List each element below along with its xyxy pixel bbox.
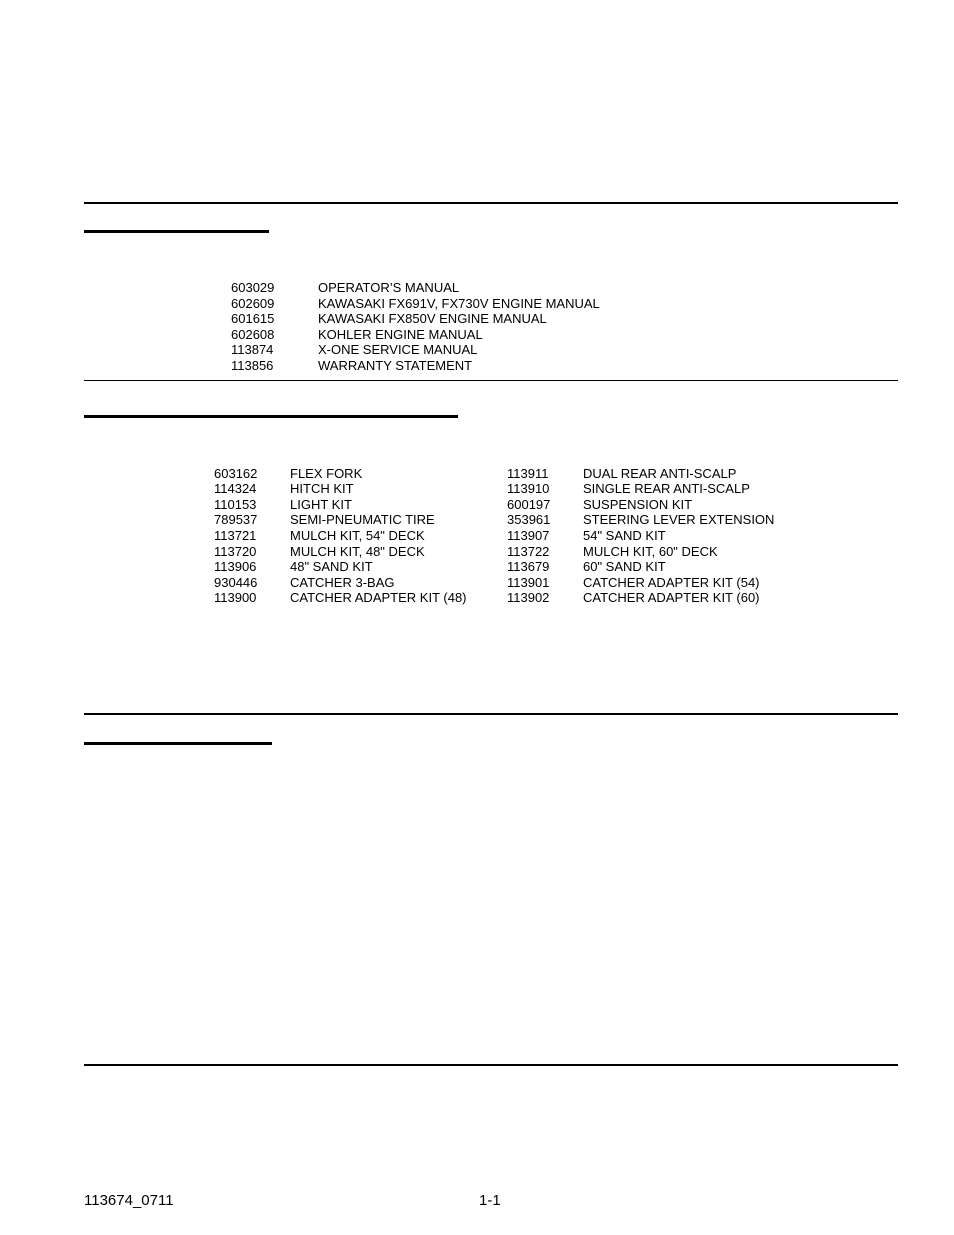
part-number: 113874 (231, 342, 274, 358)
part-number: 113906 (214, 559, 257, 575)
part-description: FLEX FORK (290, 465, 363, 481)
part-number: 110153 (214, 496, 257, 512)
part-description: KOHLER ENGINE MANUAL (318, 326, 483, 342)
part-number: 603029 (231, 280, 275, 295)
part-description: CATCHER ADAPTER KIT (48) (290, 590, 467, 606)
part-number: 113721 (214, 527, 257, 543)
part-description: CATCHER 3-BAG (290, 574, 395, 590)
part-description: X-ONE SERVICE MANUAL (318, 342, 478, 358)
part-description: LIGHT KIT (290, 496, 352, 512)
heading-underline-accessories (84, 415, 458, 418)
part-description: WARRANTY STATEMENT (318, 358, 473, 373)
section-divider-manuals (84, 380, 898, 381)
footer-page-number: 1-1 (479, 1192, 501, 1209)
part-number: 602609 (231, 295, 275, 311)
part-description: 54" SAND KIT (583, 527, 666, 543)
part-number: 114324 (214, 481, 257, 497)
part-description: KAWASAKI FX850V ENGINE MANUAL (318, 311, 547, 327)
part-number: 113901 (507, 574, 550, 590)
part-description: SINGLE REAR ANTI-SCALP (583, 481, 750, 497)
part-description: 48" SAND KIT (290, 559, 373, 575)
section-top-rule-2 (84, 713, 898, 715)
part-number: 113720 (214, 543, 257, 559)
part-number: 601615 (231, 311, 275, 327)
part-number: 603162 (214, 465, 258, 481)
part-description: DUAL REAR ANTI-SCALP (583, 465, 737, 481)
part-description: SEMI-PNEUMATIC TIRE (290, 512, 435, 528)
part-description: STEERING LEVER EXTENSION (583, 512, 775, 528)
part-description: HITCH KIT (290, 481, 354, 497)
section-bottom-rule (84, 1064, 898, 1066)
part-number: 113679 (507, 559, 550, 575)
part-number: 113907 (507, 527, 550, 543)
part-description: MULCH KIT, 54" DECK (290, 527, 425, 543)
footer-doc-id: 113674_0711 (84, 1192, 174, 1209)
heading-underline-section-3 (84, 742, 272, 745)
part-number: 113910 (507, 481, 550, 497)
part-description: SUSPENSION KIT (583, 496, 693, 512)
part-number: 789537 (214, 512, 258, 528)
part-number: 113902 (507, 590, 550, 606)
part-description: OPERATOR’S MANUAL (318, 280, 460, 295)
part-number: 930446 (214, 574, 258, 590)
part-description: CATCHER ADAPTER KIT (54) (583, 574, 760, 590)
part-description: MULCH KIT, 60" DECK (583, 543, 718, 559)
part-description: KAWASAKI FX691V, FX730V ENGINE MANUAL (318, 295, 600, 311)
part-description: MULCH KIT, 48" DECK (290, 543, 425, 559)
part-number: 602608 (231, 326, 275, 342)
part-number: 113900 (214, 590, 257, 606)
part-number: 353961 (507, 512, 551, 528)
part-description: CATCHER ADAPTER KIT (60) (583, 590, 760, 606)
part-number: 600197 (507, 496, 551, 512)
section-top-rule-1 (84, 202, 898, 204)
heading-underline-manuals (84, 230, 269, 233)
part-number: 113856 (231, 358, 274, 373)
part-number: 113911 (507, 465, 549, 481)
part-number: 113722 (507, 543, 550, 559)
part-description: 60" SAND KIT (583, 559, 666, 575)
